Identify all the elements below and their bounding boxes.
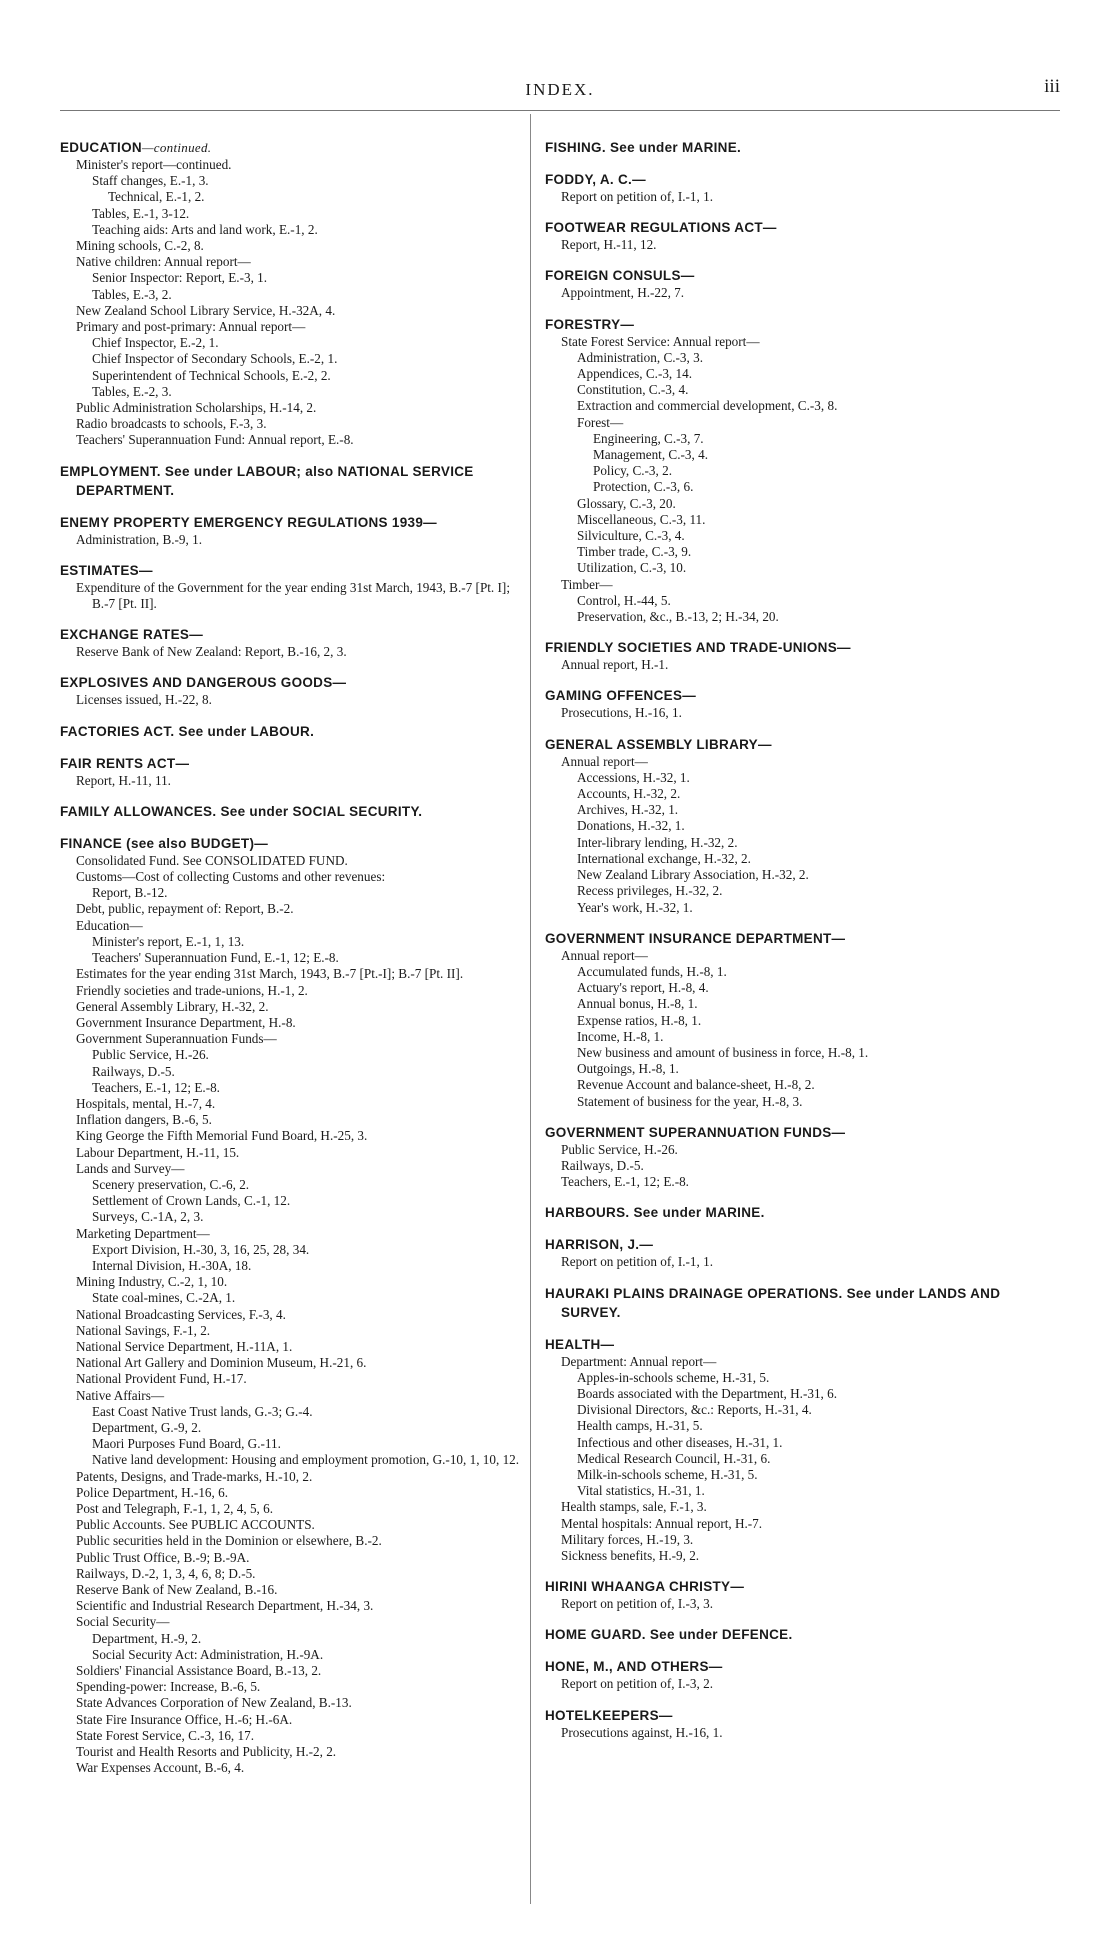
index-heading — [545, 315, 1050, 334]
index-subentry: Public Trust Office, B.-9; B.-9A. — [76, 1549, 250, 1565]
index-subentry: Teaching aids: Arts and land work, E.-1, 2. — [92, 221, 318, 237]
index-entry — [60, 802, 520, 821]
index-subentry: Engineering, C.-3, 7. — [593, 430, 704, 446]
index-entry — [545, 735, 1050, 916]
index-subentry: Sickness benefits, H.-9, 2. — [561, 1547, 700, 1563]
index-subentry: Accumulated funds, H.-8, 1. — [577, 963, 727, 979]
index-subentry: Soldiers' Financial Assistance Board, B.-13, 2. — [76, 1663, 322, 1679]
index-entry — [60, 462, 520, 500]
index-subentry: Friendly societies and trade-unions, H.-1, 2. — [76, 982, 308, 998]
index-subentry: State Forest Service: Annual report— — [561, 333, 760, 349]
index-entry — [545, 1706, 1050, 1741]
index-heading-text: HOTELKEEPERS— — [545, 1707, 673, 1723]
index-subentry: Silviculture, C.-3, 4. — [577, 528, 685, 544]
index-subentry: Control, H.-44, 5. — [577, 592, 671, 608]
index-heading — [545, 1657, 1050, 1676]
index-heading-text: EDUCATION — [60, 140, 142, 155]
index-subentry: East Coast Native Trust lands, G.-3; G.-4. — [92, 1403, 313, 1419]
index-heading-text: FORESTRY— — [545, 316, 635, 332]
index-subentry: Hospitals, mental, H.-7, 4. — [76, 1095, 216, 1111]
index-heading-text: EXCHANGE RATES— — [60, 627, 204, 643]
index-heading — [545, 735, 1050, 754]
index-subentry: New Zealand School Library Service, H.-32A, 4. — [76, 302, 336, 318]
index-subentry: Health stamps, sale, F.-1, 3. — [561, 1499, 707, 1515]
index-subentry: Health camps, H.-31, 5. — [577, 1418, 703, 1434]
index-subentry: Miscellaneous, C.-3, 11. — [577, 511, 706, 527]
index-subentry: National Art Gallery and Dominion Museum, H.-21, 6. — [76, 1355, 367, 1371]
index-subentry: Reserve Bank of New Zealand, B.-16. — [76, 1582, 278, 1598]
index-entry — [545, 929, 1050, 1110]
index-subentry: Report on petition of, I.-1, 1. — [561, 189, 713, 204]
index-heading-text: FOOTWEAR REGULATIONS ACT— — [545, 220, 777, 236]
index-subentry: Minister's report—continued. — [76, 157, 232, 172]
index-subentry: Statement of business for the year, H.-8, 3. — [577, 1093, 803, 1109]
index-subentry: Report on petition of, I.-3, 2. — [561, 1676, 713, 1692]
index-subentry: War Expenses Account, B.-6, 4. — [76, 1760, 245, 1776]
index-heading-text: FRIENDLY SOCIETIES AND TRADE-UNIONS— — [545, 640, 851, 656]
index-subentry: General Assembly Library, H.-32, 2. — [76, 998, 269, 1014]
index-heading-text: HAURAKI PLAINS DRAINAGE OPERATIONS. See under LANDS AND SURVEY. — [545, 1285, 1001, 1320]
index-subentry: Report on petition of, I.-1, 1. — [561, 1254, 713, 1270]
index-entry — [60, 834, 520, 1777]
index-heading — [60, 625, 520, 644]
index-heading — [545, 1123, 1050, 1142]
index-heading-text: FACTORIES ACT. See under LABOUR. — [60, 723, 315, 739]
index-subentry: Preservation, &c., B.-13, 2; H.-34, 20. — [577, 609, 779, 625]
index-subentry: Post and Telegraph, F.-1, 1, 2, 4, 5, 6. — [76, 1501, 274, 1516]
index-subentry: Accounts, H.-32, 2. — [577, 786, 681, 802]
index-subentry: Expense ratios, H.-8, 1. — [577, 1012, 702, 1028]
index-entry — [545, 1203, 1050, 1222]
index-subentry: New business and amount of business in force, H.-8, 1. — [577, 1044, 869, 1060]
index-entry — [60, 754, 520, 789]
index-subentry: Teachers' Superannuation Fund: Annual report, E.-8. — [76, 432, 354, 448]
index-subentry: National Broadcasting Services, F.-3, 4. — [76, 1306, 286, 1322]
index-heading-text: HEALTH— — [545, 1336, 615, 1352]
index-heading — [60, 834, 520, 853]
index-subentry: Department: Annual report— — [561, 1353, 717, 1369]
index-subentry: National Provident Fund, H.-17. — [76, 1371, 247, 1387]
index-subentry: State Advances Corporation of New Zealand, B.-13. — [76, 1695, 352, 1711]
index-subentry: Public Service, H.-26. — [561, 1141, 678, 1157]
index-subentry: Police Department, H.-16, 6. — [76, 1484, 228, 1500]
index-subentry: Radio broadcasts to schools, F.-3, 3. — [76, 416, 267, 432]
index-subentry: Infectious and other diseases, H.-31, 1. — [577, 1434, 783, 1450]
index-subentry: Inflation dangers, B.-6, 5. — [76, 1112, 212, 1128]
index-subentry: Report on petition of, I.-3, 3. — [561, 1596, 713, 1612]
index-subentry: Medical Research Council, H.-31, 6. — [577, 1450, 771, 1466]
index-subentry: Boards associated with the Department, H.-31, 6. — [577, 1385, 838, 1401]
index-heading — [545, 638, 1050, 657]
index-subentry: Annual report, H.-1. — [561, 657, 669, 673]
index-subentry: Native children: Annual report— — [76, 254, 251, 270]
index-heading-text: GENERAL ASSEMBLY LIBRARY— — [545, 736, 772, 752]
index-heading-text: FODDY, A. C.— — [545, 172, 646, 187]
index-heading-text: HOME GUARD. See under DEFENCE. — [545, 1627, 793, 1643]
index-heading-text: GAMING OFFENCES— — [545, 688, 697, 704]
index-subentry: Divisional Directors, &c.: Reports, H.-31, 4. — [577, 1402, 812, 1418]
index-subentry: Administration, B.-9, 1. — [76, 531, 203, 547]
index-subentry: National Savings, F.-1, 2. — [76, 1322, 211, 1338]
index-subentry: New Zealand Library Association, H.-32, 2. — [577, 867, 809, 883]
index-subentry: Report, H.-11, 12. — [561, 237, 657, 253]
index-entry — [60, 138, 520, 449]
index-subentry: Archives, H.-32, 1. — [577, 802, 679, 818]
index-subentry: Tourist and Health Resorts and Publicity, H.-2, 2. — [76, 1744, 337, 1760]
index-subentry: State coal-mines, C.-2A, 1. — [92, 1290, 236, 1306]
index-subentry: Surveys, C.-1A, 2, 3. — [92, 1209, 204, 1225]
index-heading — [545, 1335, 1050, 1354]
index-heading — [545, 686, 1050, 705]
index-heading — [545, 170, 1050, 189]
index-subentry: Government Insurance Department, H.-8. — [76, 1014, 296, 1030]
index-heading — [545, 929, 1050, 948]
index-entry — [545, 138, 1050, 157]
index-heading-text: HIRINI WHAANGA CHRISTY— — [545, 1579, 745, 1595]
header-rule — [60, 110, 1060, 111]
index-subentry: Minister's report, E.-1, 1, 13. — [92, 933, 245, 949]
index-subentry: Inter-library lending, H.-32, 2. — [577, 834, 738, 850]
index-heading-text: HONE, M., AND OTHERS— — [545, 1659, 723, 1675]
index-heading — [545, 1203, 1050, 1222]
index-subentry: Recess privileges, H.-32, 2. — [577, 883, 723, 899]
page-header — [60, 76, 1060, 104]
index-subentry: Reserve Bank of New Zealand: Report, B.-16, 2, 3. — [76, 644, 347, 660]
index-subentry: Chief Inspector, E.-2, 1. — [92, 335, 219, 351]
index-subentry: Outgoings, H.-8, 1. — [577, 1061, 679, 1077]
index-subentry: Department, H.-9, 2. — [92, 1630, 202, 1646]
index-entry — [60, 561, 520, 612]
index-heading-text: ENEMY PROPERTY EMERGENCY REGULATIONS 1939— — [60, 514, 437, 530]
index-subentry: Utilization, C.-3, 10. — [577, 560, 687, 576]
index-subentry: Primary and post-primary: Annual report— — [76, 319, 306, 335]
index-entry — [545, 1284, 1050, 1322]
index-heading-text: HARRISON, J.— — [545, 1237, 654, 1253]
index-heading — [60, 561, 520, 580]
page-number: iii — [1044, 76, 1060, 97]
index-subentry: Government Superannuation Funds— — [76, 1031, 277, 1047]
index-subentry: Scenery preservation, C.-6, 2. — [92, 1176, 250, 1192]
page-title: INDEX. — [525, 80, 595, 99]
index-entry — [545, 1235, 1050, 1270]
index-subentry: Report, H.-11, 11. — [76, 772, 171, 788]
index-entry — [545, 170, 1050, 205]
index-heading — [545, 1235, 1050, 1254]
index-subentry: Public Accounts. See PUBLIC ACCOUNTS. — [76, 1517, 315, 1533]
index-subentry: Actuary's report, H.-8, 4. — [577, 980, 709, 996]
index-subentry: Internal Division, H.-30A, 18. — [92, 1257, 252, 1273]
index-subentry: Railways, D.-5. — [92, 1063, 175, 1079]
index-subentry: Staff changes, E.-1, 3. — [92, 173, 209, 189]
index-heading — [60, 513, 520, 532]
left-column — [60, 138, 520, 1789]
index-heading — [545, 218, 1050, 237]
index-subentry: Customs—Cost of collecting Customs and other revenues: — [76, 869, 386, 885]
index-heading — [60, 802, 520, 821]
index-heading-text: EXPLOSIVES AND DANGEROUS GOODS— — [60, 675, 347, 691]
index-subentry: Teachers, E.-1, 12; E.-8. — [92, 1079, 220, 1095]
index-subentry: Education— — [76, 917, 143, 933]
index-heading — [60, 673, 520, 692]
index-subentry: Timber— — [561, 576, 613, 592]
index-heading-text: ESTIMATES— — [60, 562, 153, 578]
index-heading — [545, 266, 1050, 285]
index-subentry: Social Security— — [76, 1614, 170, 1630]
index-subentry: Spending-power: Increase, B.-6, 5. — [76, 1679, 261, 1695]
index-subentry: Policy, C.-3, 2. — [593, 463, 673, 479]
index-heading-text: FISHING. See under MARINE. — [545, 140, 742, 155]
index-heading — [60, 462, 520, 500]
index-subentry: Tables, E.-2, 3. — [92, 383, 172, 399]
index-subentry: Administration, C.-3, 3. — [577, 349, 704, 365]
index-entry — [545, 266, 1050, 301]
index-heading — [545, 1625, 1050, 1644]
index-subentry: Protection, C.-3, 6. — [593, 479, 694, 495]
index-subentry: Tables, E.-3, 2. — [92, 286, 172, 302]
index-subentry: Lands and Survey— — [76, 1160, 185, 1176]
index-heading — [60, 722, 520, 741]
index-entry — [545, 1335, 1050, 1565]
index-subentry: Forest— — [577, 414, 624, 430]
index-subentry: Scientific and Industrial Research Department, H.-34, 3. — [76, 1598, 374, 1614]
index-subentry: Prosecutions against, H.-16, 1. — [561, 1724, 723, 1740]
index-subentry: King George the Fifth Memorial Fund Board, H.-25, 3. — [76, 1128, 368, 1144]
index-subentry: National Service Department, H.-11A, 1. — [76, 1338, 293, 1354]
index-subentry: Public securities held in the Dominion or elsewhere, B.-2. — [76, 1533, 382, 1549]
index-subentry: Debt, public, repayment of: Report, B.-2. — [76, 901, 294, 917]
index-heading-text: HARBOURS. See under MARINE. — [545, 1205, 765, 1221]
index-subentry: Annual report— — [561, 753, 648, 769]
index-subentry: Mining Industry, C.-2, 1, 10. — [76, 1274, 228, 1290]
index-subentry: Teachers' Superannuation Fund, E.-1, 12; E.-8. — [92, 950, 339, 966]
index-subentry: Annual report— — [561, 947, 648, 963]
index-subentry: Expenditure of the Government for the year ending 31st March, 1943, B.-7 [Pt. I]; B.-7 [Pt. II]. — [76, 579, 510, 612]
index-subentry: Estimates for the year ending 31st March, 1943, B.-7 [Pt.-I]; B.-7 [Pt. II]. — [76, 966, 464, 982]
index-subentry: Timber trade, C.-3, 9. — [577, 544, 692, 560]
index-heading — [545, 1284, 1050, 1322]
continued-marker: —continued. — [141, 140, 212, 155]
index-subentry: Annual bonus, H.-8, 1. — [577, 996, 698, 1012]
index-subentry: Mental hospitals: Annual report, H.-7. — [561, 1515, 763, 1531]
index-entry — [545, 638, 1050, 673]
index-entry — [60, 625, 520, 660]
index-subentry: Milk-in-schools scheme, H.-31, 5. — [577, 1466, 758, 1482]
index-subentry: Mining schools, C.-2, 8. — [76, 238, 204, 254]
index-subentry: Military forces, H.-19, 3. — [561, 1531, 694, 1547]
index-heading-text: EMPLOYMENT. See under LABOUR; also NATIONAL SERVICE DEPARTMENT. — [60, 463, 474, 498]
index-subentry: Native Affairs— — [76, 1387, 165, 1403]
index-subentry: State Forest Service, C.-3, 16, 17. — [76, 1727, 255, 1743]
index-subentry: Railways, D.-5. — [561, 1157, 644, 1173]
index-heading-text: FOREIGN CONSULS— — [545, 268, 695, 284]
index-subentry: Superintendent of Technical Schools, E.-2, 2. — [92, 367, 331, 383]
index-subentry: Patents, Designs, and Trade-marks, H.-10, 2. — [76, 1468, 313, 1484]
index-subentry: Income, H.-8, 1. — [577, 1028, 664, 1044]
index-entry — [60, 722, 520, 741]
index-subentry: Department, G.-9, 2. — [92, 1419, 202, 1435]
index-heading — [545, 1577, 1050, 1596]
index-subentry: Year's work, H.-32, 1. — [577, 899, 693, 915]
index-subentry: Public Administration Scholarships, H.-14, 2. — [76, 400, 317, 416]
index-entry — [545, 1577, 1050, 1612]
index-entry — [60, 673, 520, 708]
index-subentry: Appendices, C.-3, 14. — [577, 366, 693, 382]
index-subentry: Apples-in-schools scheme, H.-31, 5. — [577, 1369, 770, 1385]
index-entry — [545, 1123, 1050, 1191]
right-column — [545, 138, 1050, 1754]
index-subentry: Extraction and commercial development, C.-3, 8. — [577, 398, 838, 414]
index-heading — [60, 754, 520, 773]
index-subentry: Management, C.-3, 4. — [593, 447, 708, 463]
index-subentry: Report, B.-12. — [92, 885, 168, 901]
index-subentry: Teachers, E.-1, 12; E.-8. — [561, 1174, 689, 1190]
index-entry — [545, 686, 1050, 721]
index-subentry: Technical, E.-1, 2. — [108, 189, 205, 205]
index-subentry: Prosecutions, H.-16, 1. — [561, 705, 682, 721]
index-subentry: Revenue Account and balance-sheet, H.-8, 2. — [577, 1077, 815, 1093]
index-heading-text: FAIR RENTS ACT— — [60, 755, 190, 771]
index-subentry: Glossary, C.-3, 20. — [577, 495, 676, 511]
index-entry — [545, 315, 1050, 626]
index-subentry: Accessions, H.-32, 1. — [577, 769, 690, 785]
index-heading-text: FAMILY ALLOWANCES. See under SOCIAL SECURITY. — [60, 803, 423, 819]
index-subentry: Tables, E.-1, 3-12. — [92, 205, 190, 221]
index-subentry: International exchange, H.-32, 2. — [577, 850, 751, 866]
index-subentry: Railways, D.-2, 1, 3, 4, 6, 8; D.-5. — [76, 1565, 256, 1581]
index-subentry: Chief Inspector of Secondary Schools, E.-2, 1. — [92, 351, 338, 367]
index-entry — [545, 218, 1050, 253]
index-subentry: Consolidated Fund. See CONSOLIDATED FUND. — [76, 852, 348, 868]
index-subentry: Labour Department, H.-11, 15. — [76, 1144, 240, 1160]
index-subentry: Licenses issued, H.-22, 8. — [76, 692, 212, 708]
column-divider — [530, 114, 531, 1904]
index-subentry: Settlement of Crown Lands, C.-1, 12. — [92, 1193, 291, 1209]
index-entry — [545, 1625, 1050, 1644]
index-heading-text: GOVERNMENT INSURANCE DEPARTMENT— — [545, 930, 846, 946]
index-subentry: State Fire Insurance Office, H.-6; H.-6A. — [76, 1711, 293, 1727]
index-heading — [545, 138, 1050, 157]
index-subentry: Vital statistics, H.-31, 1. — [577, 1483, 705, 1499]
index-entry — [60, 513, 520, 548]
index-heading — [545, 1706, 1050, 1725]
index-subentry: Maori Purposes Fund Board, G.-11. — [92, 1436, 281, 1452]
index-subentry: Appointment, H.-22, 7. — [561, 285, 685, 301]
index-heading — [60, 138, 520, 157]
index-subentry: Social Security Act: Administration, H.-9A. — [92, 1646, 324, 1662]
index-heading-text: FINANCE (see also BUDGET)— — [60, 835, 269, 851]
index-subentry: Donations, H.-32, 1. — [577, 818, 685, 834]
index-subentry: Marketing Department— — [76, 1225, 210, 1241]
index-subentry: Export Division, H.-30, 3, 16, 25, 28, 34. — [92, 1241, 310, 1257]
index-subentry: Constitution, C.-3, 4. — [577, 382, 689, 398]
index-subentry: Native land development: Housing and employment promotion, G.-10, 1, 10, 12. — [92, 1452, 520, 1468]
index-subentry: Public Service, H.-26. — [92, 1047, 209, 1063]
index-entry — [545, 1657, 1050, 1692]
index-heading-text: GOVERNMENT SUPERANNUATION FUNDS— — [545, 1124, 846, 1140]
index-subentry: Senior Inspector: Report, E.-3, 1. — [92, 270, 268, 286]
